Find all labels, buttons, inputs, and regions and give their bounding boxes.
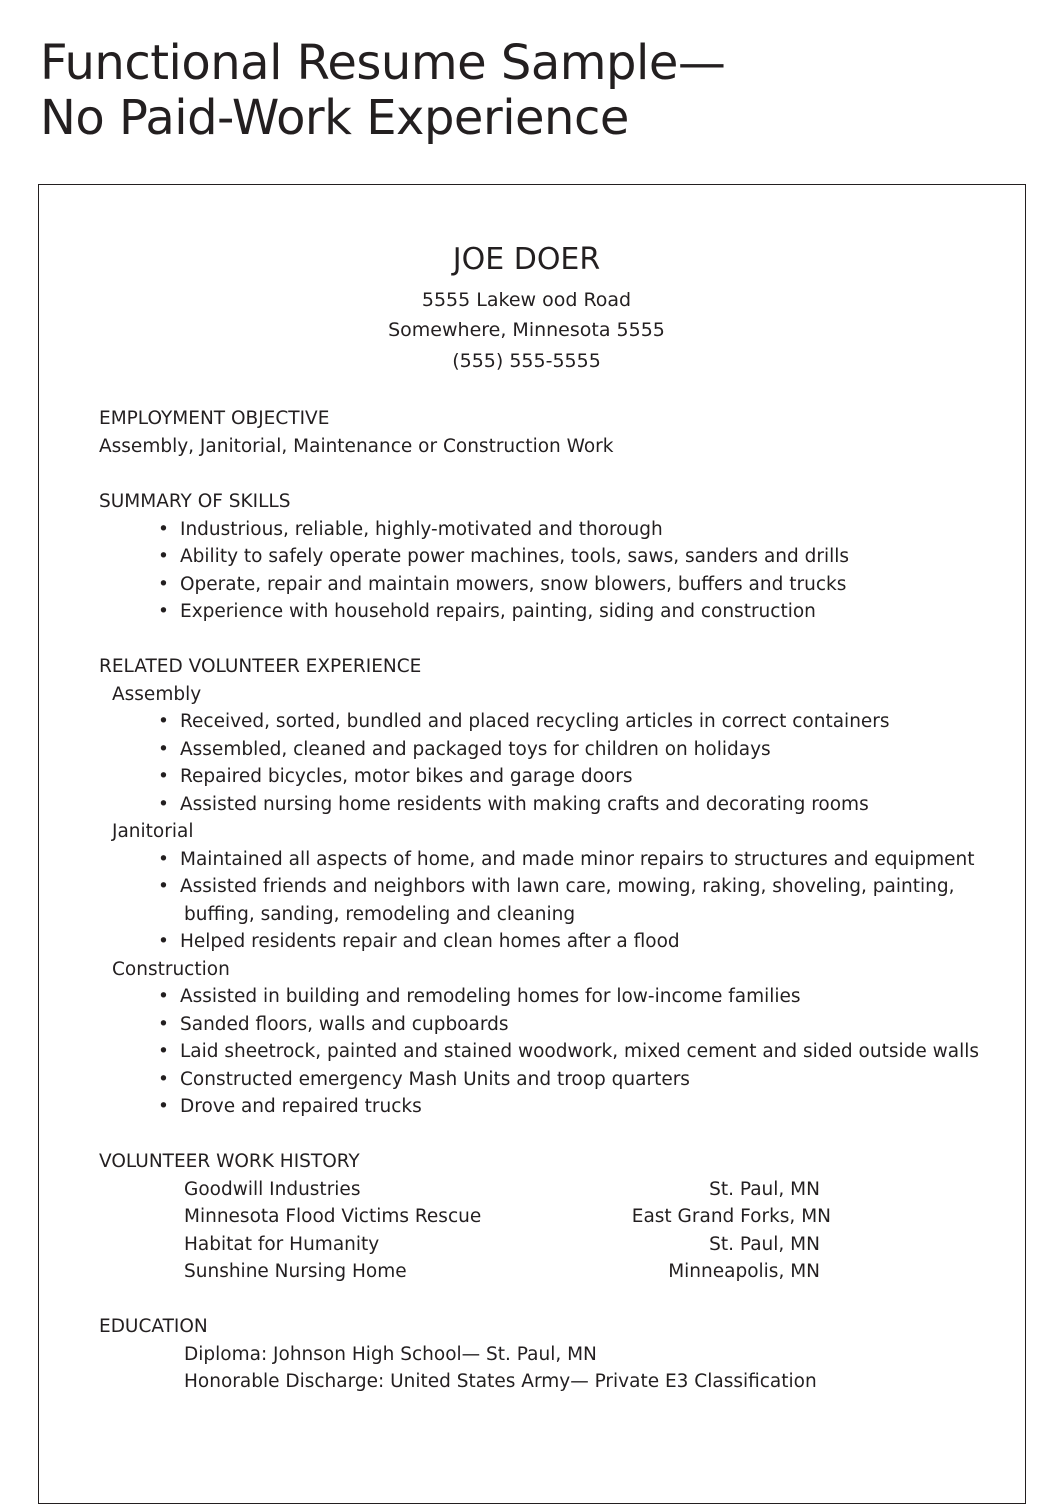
- address-city: Somewhere, Minnesota 5555: [388, 319, 665, 341]
- history-organization: Sunshine Nursing Home: [184, 1261, 407, 1282]
- bullet-icon: •: [158, 1041, 169, 1062]
- experience-item: • Helped residents repair and clean homes after a flood: [158, 929, 680, 955]
- bullet-icon: •: [158, 794, 169, 815]
- skill-item: • Industrious, reliable, highly-motivated and thorough: [158, 517, 663, 543]
- history-location: St. Paul, MN: [709, 1234, 820, 1255]
- experience-item: • Assisted nursing home residents with making crafts and decorating rooms: [158, 792, 869, 818]
- experience-item: • Sanded floors, walls and cupboards: [158, 1012, 509, 1038]
- skills-heading: SUMMARY OF SKILLS: [99, 491, 291, 512]
- bullet-icon: •: [158, 931, 169, 952]
- history-location: St. Paul, MN: [709, 1179, 820, 1200]
- bullet-icon: •: [158, 1069, 169, 1090]
- experience-item-continuation: buffing, sanding, remodeling and cleaning: [184, 904, 576, 925]
- history-heading: VOLUNTEER WORK HISTORY: [99, 1151, 360, 1172]
- experience-item: • Maintained all aspects of home, and made minor repairs to structures and equipment: [158, 847, 974, 873]
- bullet-icon: •: [158, 876, 169, 897]
- experience-item: • Assembled, cleaned and packaged toys for children on holidays: [158, 737, 771, 763]
- address-street: 5555 Lakew ood Road: [421, 289, 632, 311]
- janitorial-subheading: Janitorial: [112, 821, 194, 842]
- bullet-icon: •: [158, 574, 169, 595]
- bullet-icon: •: [158, 546, 169, 567]
- page-title-line-1: Functional Resume Sample—: [40, 35, 726, 91]
- assembly-subheading: Assembly: [112, 684, 202, 705]
- bullet-icon: •: [158, 849, 169, 870]
- education-item: Diploma: Johnson High School— St. Paul, MN: [184, 1344, 597, 1365]
- experience-item: • Laid sheetrock, painted and stained woodwork, mixed cement and sided outside walls: [158, 1039, 979, 1065]
- page-title-line-2: No Paid-Work Experience: [40, 90, 629, 146]
- page-title: [40, 36, 725, 146]
- bullet-icon: •: [158, 601, 169, 622]
- applicant-name: JOE DOER: [452, 242, 601, 277]
- bullet-icon: •: [158, 1014, 169, 1035]
- skill-item: • Operate, repair and maintain mowers, snow blowers, buffers and trucks: [158, 572, 846, 598]
- bullet-icon: •: [158, 711, 169, 732]
- objective-heading: EMPLOYMENT OBJECTIVE: [99, 408, 330, 429]
- experience-heading: RELATED VOLUNTEER EXPERIENCE: [99, 656, 422, 677]
- experience-item: • Repaired bicycles, motor bikes and garage doors: [158, 764, 633, 790]
- objective-text: Assembly, Janitorial, Maintenance or Construction Work: [99, 436, 614, 457]
- bullet-icon: •: [158, 739, 169, 760]
- education-item: Honorable Discharge: United States Army— Private E3 Classification: [184, 1371, 817, 1392]
- history-organization: Minnesota Flood Victims Rescue: [184, 1206, 482, 1227]
- phone-number: (555) 555-5555: [452, 350, 601, 372]
- experience-item: • Assisted friends and neighbors with lawn care, mowing, raking, shoveling, painting,: [158, 874, 954, 900]
- skill-item: • Experience with household repairs, painting, siding and construction: [158, 599, 816, 625]
- construction-subheading: Construction: [112, 959, 230, 980]
- history-location: Minneapolis, MN: [668, 1261, 820, 1282]
- experience-item: • Received, sorted, bundled and placed recycling articles in correct containers: [158, 709, 890, 735]
- skill-item: • Ability to safely operate power machines, tools, saws, sanders and drills: [158, 544, 849, 570]
- experience-item: • Constructed emergency Mash Units and troop quarters: [158, 1067, 690, 1093]
- history-organization: Habitat for Humanity: [184, 1234, 380, 1255]
- bullet-icon: •: [158, 986, 169, 1007]
- history-location: East Grand Forks, MN: [631, 1206, 831, 1227]
- bullet-icon: •: [158, 1096, 169, 1117]
- bullet-icon: •: [158, 519, 169, 540]
- bullet-icon: •: [158, 766, 169, 787]
- experience-item: • Assisted in building and remodeling homes for low-income families: [158, 984, 801, 1010]
- history-organization: Goodwill Industries: [184, 1179, 361, 1200]
- experience-item: • Drove and repaired trucks: [158, 1094, 422, 1120]
- education-heading: EDUCATION: [99, 1316, 208, 1337]
